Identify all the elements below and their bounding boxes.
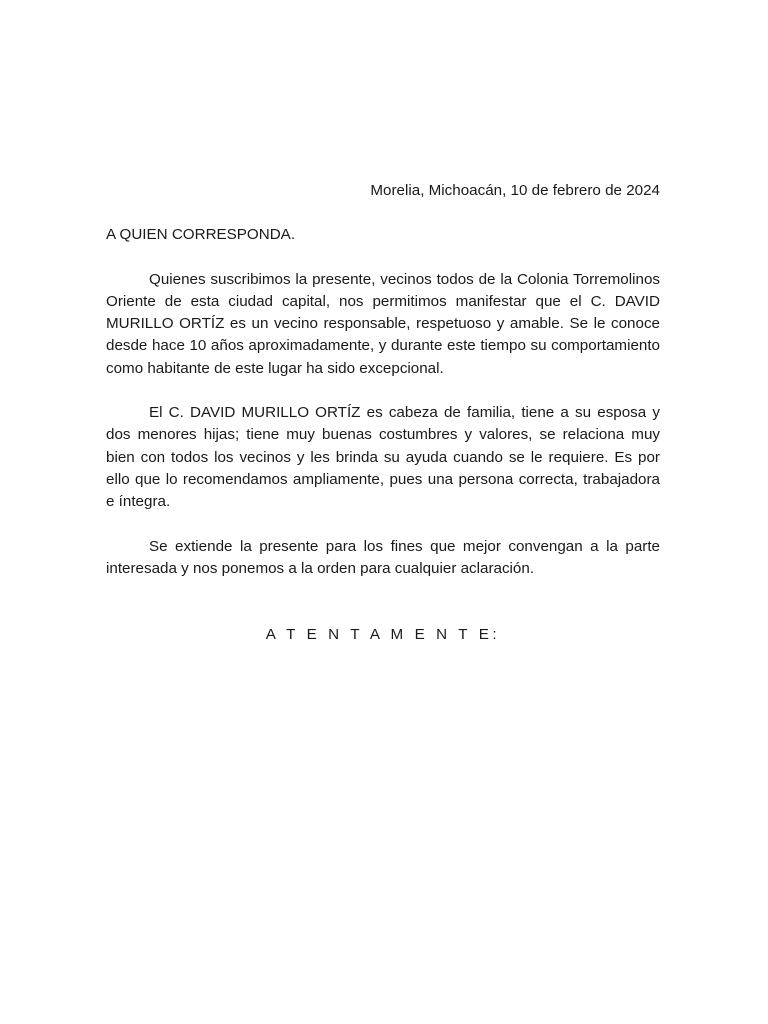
paragraph-introduction: Quienes suscribimos la presente, vecinos todos de la Colonia Torremolinos Oriente de esta ciudad capital, nos permitimos manifestar que el C. DAVID MURILLO ORTÍZ es un vecino responsable, respetuoso y amable. Se le conoce desde hace 10 años aproximadamente, y durante este tiempo su comportamiento como habitante de este lugar ha sido excepcional.: [106, 270, 660, 377]
paragraph-family: El C. DAVID MURILLO ORTÍZ es cabeza de familia, tiene a su esposa y dos menores hijas; tiene muy buenas costumbres y valores, se relaciona muy bien con todos los vecinos y les brinda su ayuda cuando se le requiere. Es por ello que lo recomendamos ampliamente, pues una persona correcta, trabajadora e íntegra.: [106, 404, 660, 511]
date-line: Morelia, Michoacán, 10 de febrero de 2024: [370, 182, 660, 199]
salutation: A QUIEN CORRESPONDA.: [106, 226, 296, 244]
closing-atentamente: A T E N T A M E N T E:: [265, 626, 501, 644]
letter-body: [106, 180, 660, 646]
paragraph-purpose: Se extiende la presente para los fines que mejor convengan a la parte interesada y nos ponemos a la orden para cualquier aclaración.: [106, 537, 660, 577]
